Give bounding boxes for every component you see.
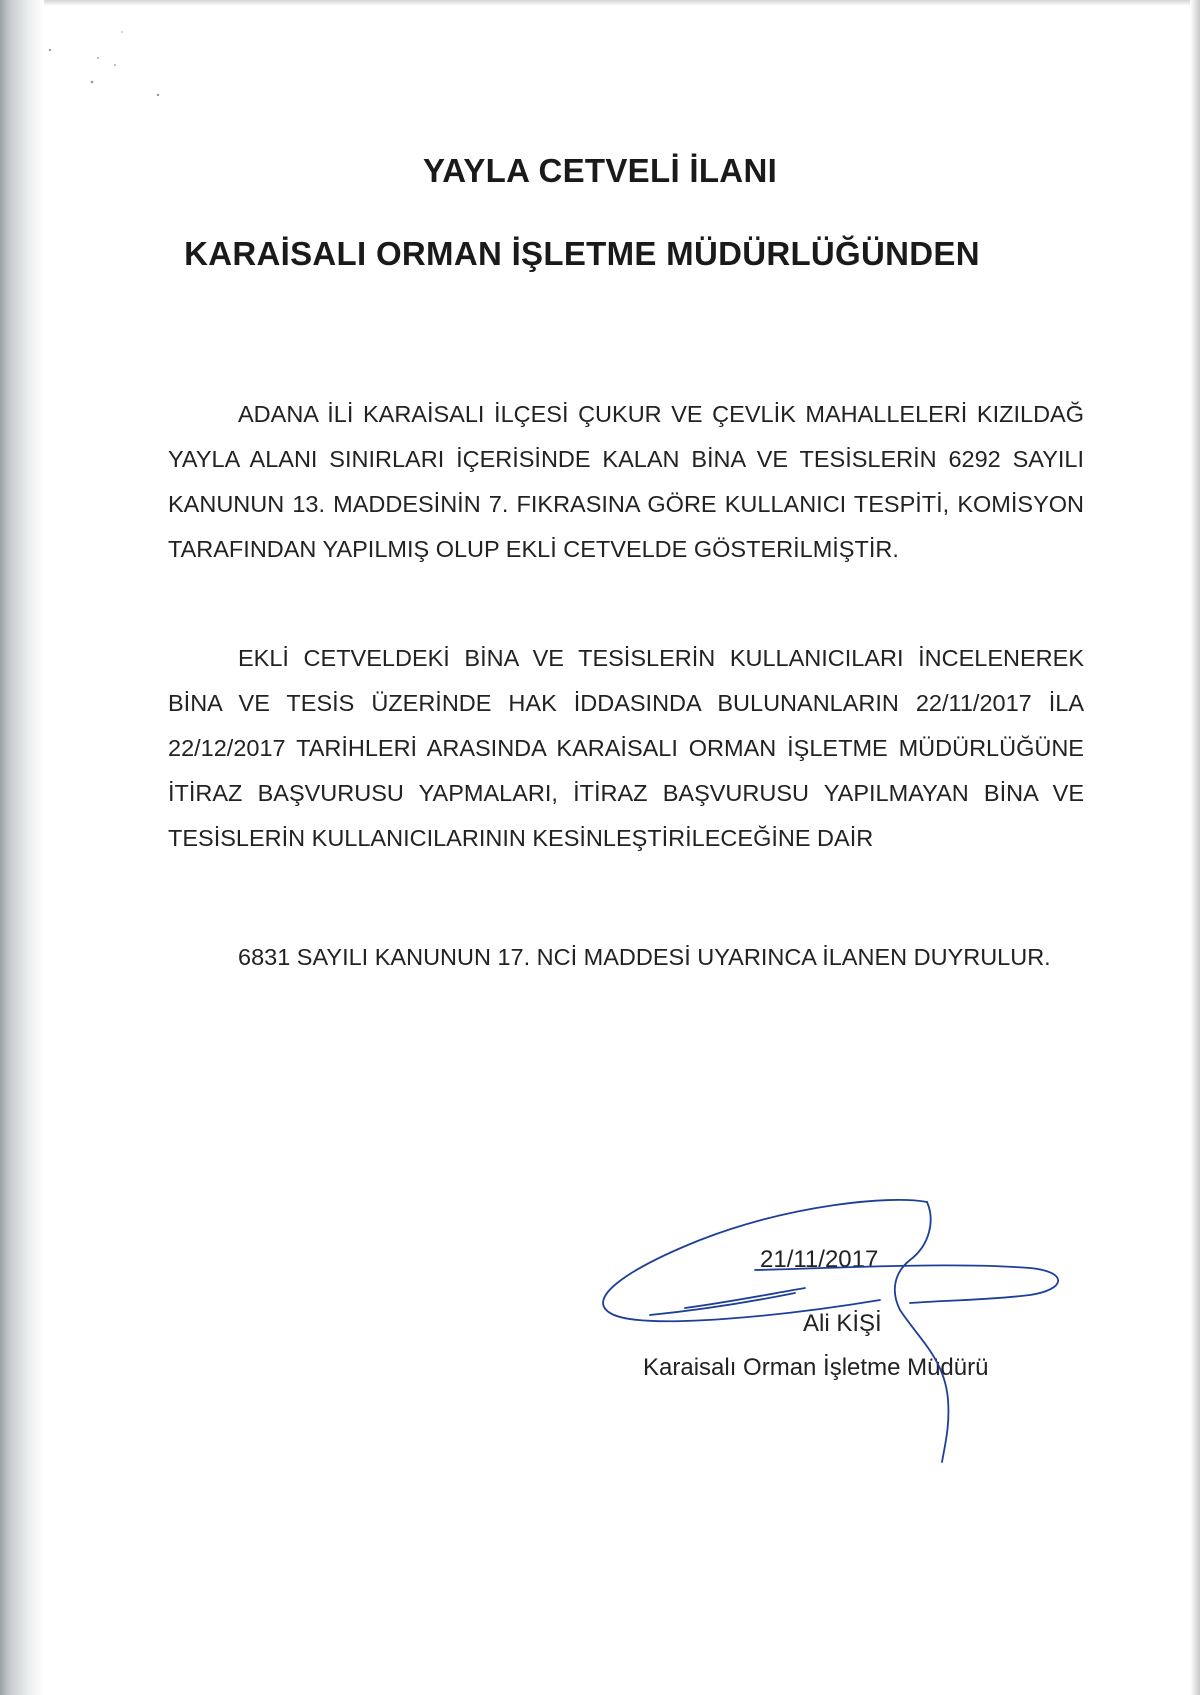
document-subtitle: KARAİSALI ORMAN İŞLETME MÜDÜRLÜĞÜNDEN — [184, 235, 980, 272]
signatory-role: Karaisalı Orman İşletme Müdürü — [643, 1354, 989, 1381]
scan-edge-right — [1190, 0, 1200, 1695]
signatory-name: Ali KİŞİ — [803, 1310, 882, 1337]
signature-date: 21/11/2017 — [760, 1246, 879, 1273]
scan-specks — [40, 20, 180, 110]
paragraph-1 — [168, 392, 1084, 572]
paragraph-3-text: 6831 SAYILI KANUNUN 17. NCİ MADDESİ UYARINCA İLANEN DUYRULUR. — [238, 944, 1051, 970]
handwritten-signature — [590, 1190, 1090, 1490]
paragraph-3 — [168, 935, 1084, 980]
scan-edge-top — [0, 0, 1200, 6]
paragraph-2-text: EKLİ CETVELDEKİ BİNA VE TESİSLERİN KULLANICILARI İNCELENEREK BİNA VE TESİS ÜZERİNDE HAK İDDASINDA BULUNANLARIN 22/11/2017 İLA 22/12/2017 TARİHLERİ ARASINDA KARAİSALI ORMAN İŞLETME MÜDÜRLÜĞÜNE İTİRAZ BAŞVURUSU YAPMALARI, İTİRAZ BAŞVURUSU YAPILMAYAN BİNA VE TESİSLERİN KULLANICILARININ KESİNLEŞTİRİLECEĞİNE DAİR — [168, 645, 1084, 851]
paragraph-2 — [168, 636, 1084, 861]
paragraph-1-text: ADANA İLİ KARAİSALI İLÇESİ ÇUKUR VE ÇEVLİK MAHALLELERİ KIZILDAĞ YAYLA ALANI SINIRLARI İÇERİSİNDE KALAN BİNA VE TESİSLERİN 6292 SAYILI KANUNUN 13. MADDESİNİN 7. FIKRASINA GÖRE KULLANICI TESPİTİ, KOMİSYON TARAFINDAN YAPILMIŞ OLUP EKLİ CETVELDE GÖSTERİLMİŞTİR. — [168, 401, 1084, 562]
document-title: YAYLA CETVELİ İLANI — [422, 152, 778, 189]
